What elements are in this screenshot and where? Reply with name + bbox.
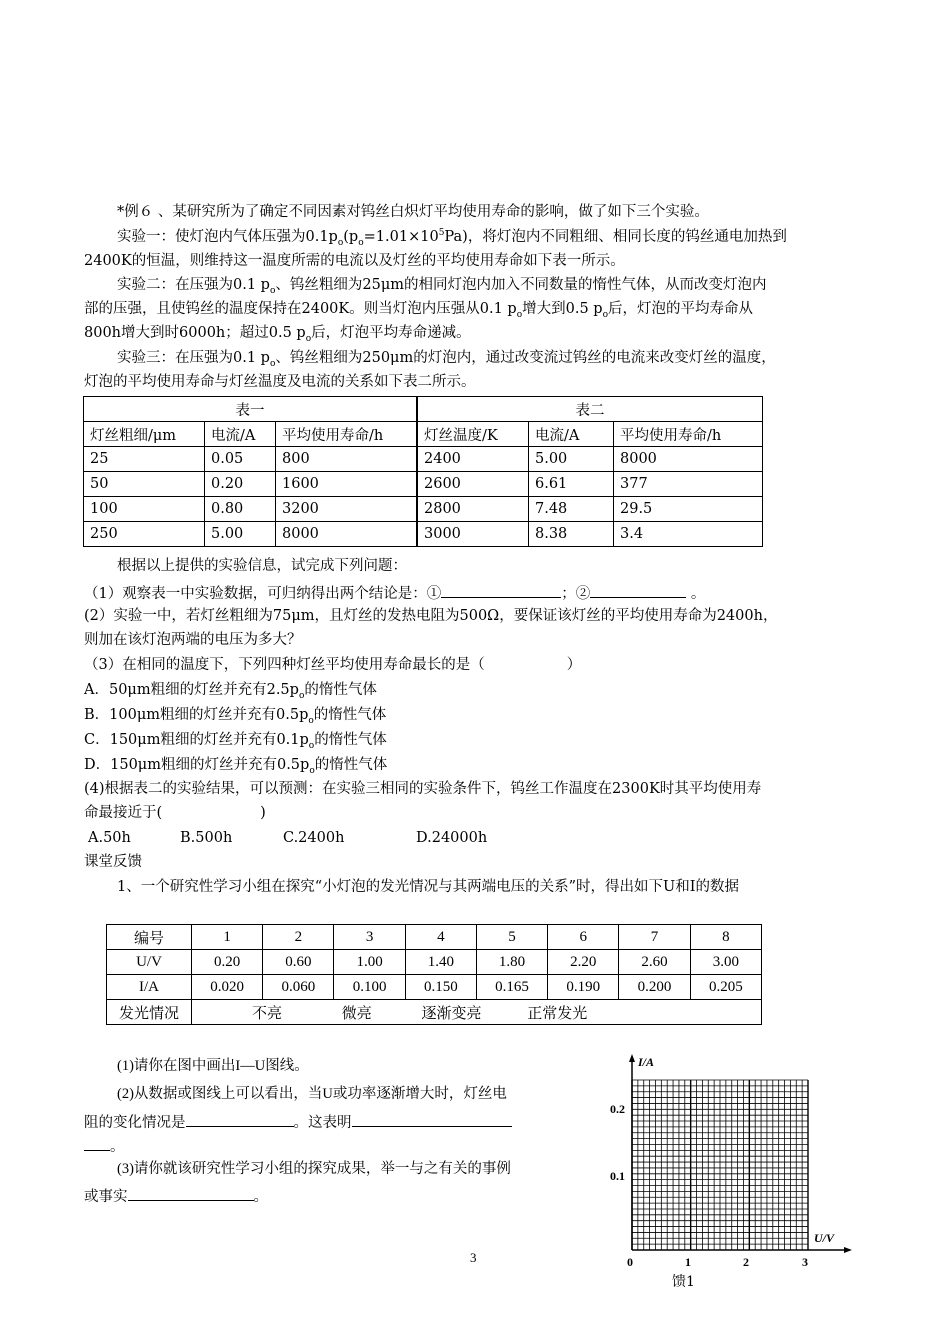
answer-blank[interactable] <box>128 1184 254 1201</box>
table-row <box>84 472 763 497</box>
exp1-line2: 2400K的恒温，则维持这一温度所需的电流以及灯丝的平均使用寿命如下表一所示。 <box>84 253 625 269</box>
cell: 3.4 <box>614 522 763 547</box>
cell: 0.200 <box>619 975 690 1000</box>
cell: 6.61 <box>529 472 614 497</box>
table-row <box>107 975 762 1000</box>
cell: 0.165 <box>476 975 547 1000</box>
answer-blank[interactable] <box>441 581 561 598</box>
cell: 8000 <box>276 522 418 547</box>
table-row <box>84 522 763 547</box>
q4-option-b: B.500h <box>180 830 233 846</box>
cell: 7.48 <box>529 497 614 522</box>
option-b: B．100μm粗细的灯丝并充有$0.5p_o$的惰性气体 <box>84 707 387 726</box>
cell: 1.80 <box>476 950 547 975</box>
header-cell: 电流/A <box>205 422 276 447</box>
table-row <box>84 447 763 472</box>
cell: 0.020 <box>192 975 263 1000</box>
cell: 0.60 <box>263 950 334 975</box>
y-axis-label: I/A <box>638 1055 655 1069</box>
x-tick-label: 0 <box>627 1255 633 1269</box>
answer-blank[interactable] <box>352 1110 512 1127</box>
exp2-line1: 实验二：在压强为0.1 $p_o$、钨丝粗细为25μm的相同灯泡内加入不同数量的惰性气体，从而改变灯泡内 <box>117 277 767 296</box>
table1-title: 表一 <box>84 397 418 422</box>
cell: 800 <box>276 447 418 472</box>
x-tick-label: 3 <box>802 1255 808 1269</box>
table-row <box>107 950 762 975</box>
cell: 1.40 <box>405 950 476 975</box>
cell: 100 <box>84 497 205 522</box>
exp3-line2: 灯泡的平均使用寿命与灯丝温度及电流的关系如下表二所示。 <box>84 374 476 390</box>
cell: 0.20 <box>192 950 263 975</box>
cell: 2400 <box>417 447 529 472</box>
lifetime-table <box>83 396 763 547</box>
cell: 2600 <box>417 472 529 497</box>
cell: 8 <box>690 925 761 950</box>
cell: 3.00 <box>690 950 761 975</box>
cell: 1600 <box>276 472 418 497</box>
cell: 0.20 <box>205 472 276 497</box>
subq-3-line2: 或事实 。 <box>84 1184 268 1207</box>
cell: 0.205 <box>690 975 761 1000</box>
exp2-line2: 部的压强，且使钨丝的温度保持在2400K。则当灯泡内压强从0.1 $p_o$增大到0.5 $p_o$后，灯泡的平均寿命从 <box>84 301 753 320</box>
cell: 8000 <box>614 447 763 472</box>
cell: 0.80 <box>205 497 276 522</box>
question-4-line1: (4)根据表二的实验结果，可以预测：在实验三相同的实验条件下，钨丝工作温度在2300K时其平均使用寿 <box>84 781 762 797</box>
table-row <box>107 925 762 950</box>
table-row <box>84 497 763 522</box>
y-tick-label: 0.1 <box>610 1169 625 1183</box>
exp1-line1: 实验一：使灯泡内气体压强为$0.1p_o(p_o=1.01\times 10^5Pa)$，将灯泡内不同粗细、相同长度的钨丝通电加热到 <box>117 228 787 248</box>
answer-blank[interactable] <box>84 1134 110 1151</box>
cell: 5 <box>476 925 547 950</box>
cell: 7 <box>619 925 690 950</box>
cell: 1 <box>192 925 263 950</box>
subq-2-line3: 。 <box>84 1134 125 1157</box>
cell: 3 <box>334 925 405 950</box>
cell: 25 <box>84 447 205 472</box>
q4-option-c: C.2400h <box>283 830 345 846</box>
cell: 0.150 <box>405 975 476 1000</box>
header-cell: 灯丝粗细/μm <box>84 422 205 447</box>
cell: 2800 <box>417 497 529 522</box>
x-axis-arrow-icon <box>844 1247 852 1253</box>
graph-grid <box>632 1080 808 1250</box>
cell: 6 <box>548 925 619 950</box>
cell: 29.5 <box>614 497 763 522</box>
option-a: A．50μm粗细的灯丝并充有$2.5p_o$的惰性气体 <box>84 682 377 701</box>
x-tick-label: 1 <box>685 1255 691 1269</box>
header-cell: 电流/A <box>529 422 614 447</box>
cell: 2 <box>263 925 334 950</box>
answer-blank[interactable] <box>186 1110 294 1127</box>
cell: 3000 <box>417 522 529 547</box>
question-2-line1: (2）实验一中，若灯丝粗细为75μm，且灯丝的发热电阻为500Ω，要保证该灯丝的平均使用寿命为2400h， <box>84 608 778 624</box>
page-number: 3 <box>470 1250 477 1265</box>
exp2-line3: 800h增大到时6000h；超过0.5 $p_o$后，灯泡平均寿命递减。 <box>84 325 471 344</box>
answer-blank[interactable] <box>590 581 686 598</box>
header-cell: 平均使用寿命/h <box>614 422 763 447</box>
ui-data-table <box>106 924 762 1025</box>
header-cell: 灯丝温度/K <box>417 422 529 447</box>
cell: 0.100 <box>334 975 405 1000</box>
subq-3-line1: (3)请你就该研究性学习小组的探究成果，举一与之有关的事例 <box>117 1161 511 1177</box>
cell: 3200 <box>276 497 418 522</box>
row-label: I/A <box>107 975 192 1000</box>
row-label: 编号 <box>107 925 192 950</box>
table-row <box>107 1000 762 1025</box>
cell: 377 <box>614 472 763 497</box>
table-header-row <box>84 422 763 447</box>
i-u-graph <box>600 1050 860 1290</box>
cell: 2.20 <box>548 950 619 975</box>
cell: 0.190 <box>548 975 619 1000</box>
cell: 5.00 <box>205 522 276 547</box>
subq-1: (1)请你在图中画出I—U图线。 <box>117 1058 309 1074</box>
cell: 1.00 <box>334 950 405 975</box>
x-axis-label: U/V <box>814 1231 835 1245</box>
table2-title: 表二 <box>417 397 763 422</box>
cell: 0.060 <box>263 975 334 1000</box>
subq-2-line1: (2)从数据或图线上可以看出，当U或功率逐渐增大时，灯丝电 <box>117 1086 507 1102</box>
cell: 0.05 <box>205 447 276 472</box>
feedback-heading: 课堂反馈 <box>84 854 142 870</box>
x-tick-label: 2 <box>743 1255 749 1269</box>
feedback-intro: 1、一个研究性学习小组在探究“小灯泡的发光情况与其两端电压的关系”时，得出如下U和I的数据 <box>117 879 739 895</box>
question-2-line2: 则加在该灯泡两端的电压为多大？ <box>84 632 302 648</box>
subq-2-line2: 阻的变化情况是 。这表明 <box>84 1110 512 1133</box>
cell: 5.00 <box>529 447 614 472</box>
glow-cell: 不亮 微亮 逐渐变亮 正常发光 <box>192 1000 762 1025</box>
question-3: （3）在相同的温度下，下列四种灯丝平均使用寿命最长的是（ ） <box>84 657 582 673</box>
graph-caption: 馈1 <box>672 1274 695 1290</box>
header-cell: 平均使用寿命/h <box>276 422 418 447</box>
question-1: （1）观察表一中实验数据，可归纳得出两个结论是：① ；② 。 <box>84 581 705 604</box>
cell: 2.60 <box>619 950 690 975</box>
y-tick-label: 0.2 <box>610 1102 625 1116</box>
question-4-line2: 命最接近于( ) <box>84 805 266 821</box>
cell: 50 <box>84 472 205 497</box>
cell: 250 <box>84 522 205 547</box>
q4-option-d: D.24000h <box>416 830 488 846</box>
option-d: D．150μm粗细的灯丝并充有$0.5p_o$的惰性气体 <box>84 757 388 776</box>
y-axis-arrow-icon <box>629 1054 635 1062</box>
option-c: C．150μm粗细的灯丝并充有$0.1p_o$的惰性气体 <box>84 732 387 751</box>
questions-intro: 根据以上提供的实验信息，试完成下列问题： <box>117 558 407 574</box>
example-title: *例６ 、某研究所为了确定不同因素对钨丝白炽灯平均使用寿命的影响，做了如下三个实验。 <box>117 204 709 220</box>
cell: 4 <box>405 925 476 950</box>
row-label: 发光情况 <box>107 1000 192 1025</box>
row-label: U/V <box>107 950 192 975</box>
q4-option-a: A.50h <box>88 830 131 846</box>
cell: 8.38 <box>529 522 614 547</box>
exp3-line1: 实验三：在压强为0.1 $p_o$、钨丝粗细为250μm的灯泡内，通过改变流过钨丝的电流来改变灯丝的温度， <box>117 350 776 369</box>
